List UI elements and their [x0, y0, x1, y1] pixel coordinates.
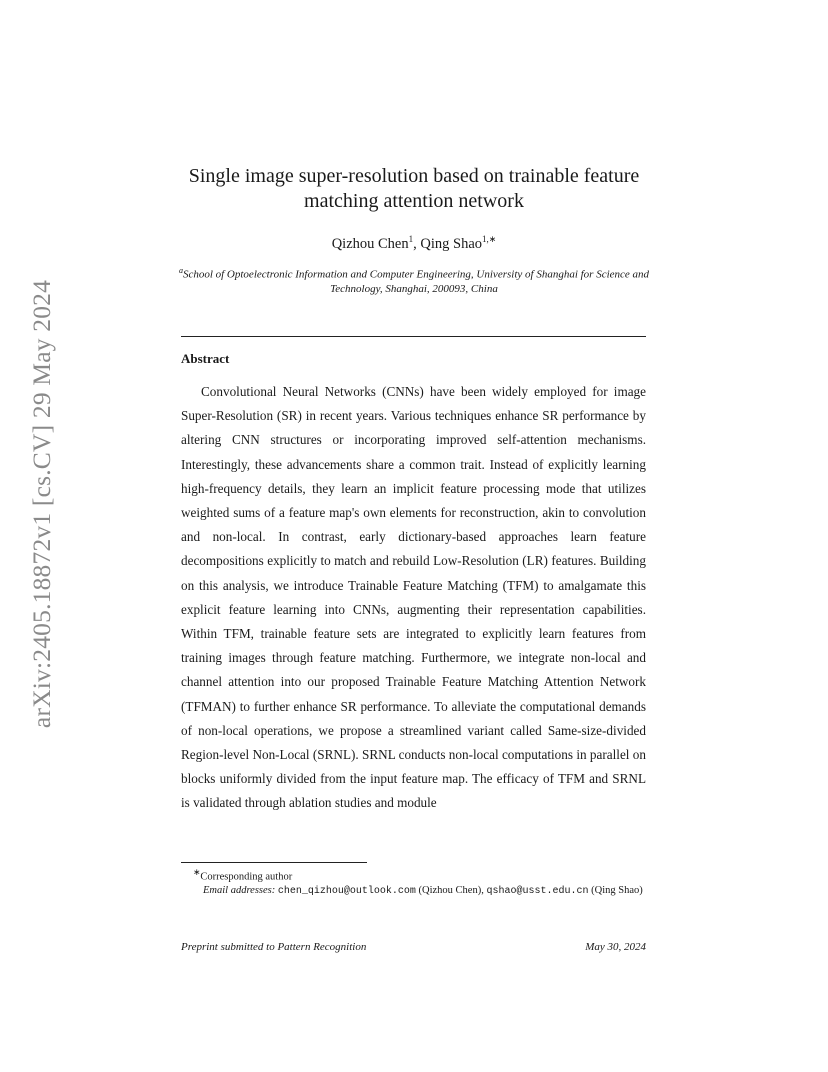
abstract-top-rule — [181, 336, 646, 337]
preprint-notice: Preprint submitted to Pattern Recognition — [181, 941, 367, 953]
author-separator: , — [413, 235, 421, 252]
abstract-text: Convolutional Neural Networks (CNNs) have been widely employed for image Super-Resolution (SR) in recent years. Various techniques enhance SR performance by altering CNN structures or incorporating improved self-attention mechanisms. Interestingly, these advancements share a common trait. Instead of explicitly learning high-frequency details, they learn an implicit feature processing mode that utilizes weighted sums of a feature map's own elements for reconstruction, akin to convolution and non-local. In contrast, early dictionary-based approaches learn feature decompositions explicitly to match and rebuild Low-Resolution (LR) features. Building on this analysis, we introduce Trainable Feature Matching (TFM) to amalgamate this explicit feature learning into CNNs, augmenting their representation capabilities. Within TFM, trainable feature sets are integrated to explicitly learn features from training images through feature matching. Furthermore, we integrate non-local and channel attention into our proposed Trainable Feature Matching Attention Network (TFMAN) to further enhance SR performance. To alleviate the computational demands of non-local operations, we propose a streamlined variant called Same-size-divided Region-level Non-Local (SRNL). SRNL conducts non-local computations in parallel on blocks uniformly divided from the input feature map. The efficacy of TFM and SRNL is validated through ablation studies and module — [181, 384, 646, 811]
author-name: Qizhou Chen — [331, 235, 409, 252]
paper-title: Single image super-resolution based on trainable feature matching attention network — [188, 165, 640, 212]
arxiv-sidebar — [0, 0, 80, 1072]
preprint-date: May 30, 2024 — [585, 941, 646, 953]
footnote-marker: ∗ — [193, 867, 201, 877]
arxiv-identifier: arXiv:2405.18872v1 [cs.CV] 29 May 2024 — [27, 279, 56, 729]
corresponding-author-label: Corresponding author — [200, 871, 293, 883]
corresponding-author-note — [181, 866, 646, 884]
footnote — [181, 866, 646, 899]
author-affiliation-marker: 1 — [408, 234, 414, 244]
email-label: Email addresses: — [203, 885, 276, 896]
email-owner-chen: (Qizhou Chen), — [415, 885, 487, 896]
abstract-heading: Abstract — [181, 351, 230, 366]
affiliation-text: School of Optoelectronic Information and Computer Engineering, University of Shanghai for Science and Technology, Shanghai, 200093, China — [182, 268, 650, 295]
email-owner-shao: (Qing Shao) — [588, 885, 643, 896]
email-link-shao[interactable]: qshao@usst.edu.cn — [486, 886, 589, 897]
affiliation — [170, 264, 658, 296]
email-link-chen[interactable]: chen_qizhou@outlook.com — [277, 886, 416, 897]
footnote-rule — [181, 862, 367, 863]
author-list — [0, 234, 828, 253]
affiliation-marker: a — [178, 266, 183, 275]
author-affiliation-marker: 1,∗ — [482, 234, 497, 244]
email-addresses — [181, 884, 646, 899]
author-name: Qing Shao — [420, 235, 482, 252]
